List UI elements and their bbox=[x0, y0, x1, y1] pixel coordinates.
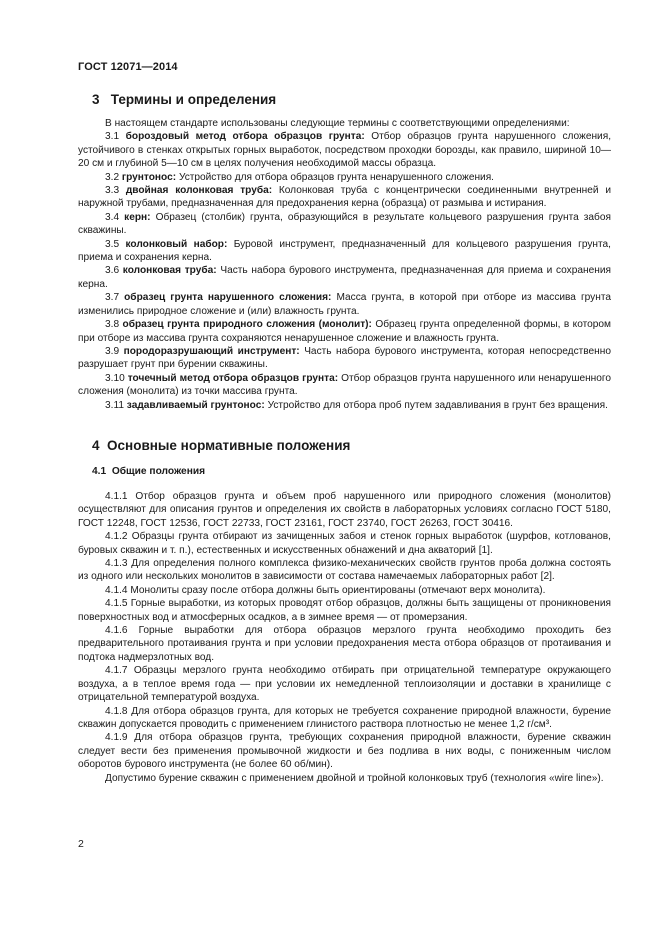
definition-3-1: 3.1 бороздовый метод отбора образцов грунта: Отбор образцов грунта нарушенного сложения, устойчивого в стенках открытых горных выработок, посредством проходки борозды, как правило, шириной 10—20 см и глубиной 5—10 см в целях получения необходимой массы образца. bbox=[78, 131, 612, 170]
clause-4-1-1: 4.1.1 Отбор образцов грунта и объем проб нарушенного или природного сложения (монолитов) осуществляют для описания грунтов и определения их свойств в лабораторных условиях согласно ГОСТ 5180, ГОСТ 12248, ГОСТ 12536, ГОСТ 22733, ГОСТ 23161, ГОСТ 23740, ГОСТ 26263, ГОСТ 30416. bbox=[78, 491, 611, 529]
definition-3-5: 3.5 колонковый набор: Буровой инструмент, предназначенный для кольцевого разрушения грунта, приема и сохранения керна. bbox=[78, 238, 611, 264]
definition-3-10: 3.10 точечный метод отбора образцов грунта: Отбор образцов грунта нарушенного или ненарушенного сложения (монолита) из точки массива грунта. bbox=[78, 372, 611, 398]
clause-4-1-6: 4.1.6 Горные выработки для отбора образцов мерзлого грунта необходимо проходить без предварительного протаивания грунта и при условии предохранения места отбора образцов от протаивания и подтока надмерзлотных вод. bbox=[78, 625, 611, 663]
page-number: 2 bbox=[78, 838, 84, 850]
clause-4-1-7: 4.1.7 Образцы мерзлого грунта необходимо отбирать при отрицательной температуре окружающего воздуха, а в теплое время года — при условии их немедленной теплоизоляции и доставки в хранилище с отрицательной температурой воздуха. bbox=[78, 665, 611, 704]
term-label: образец грунта нарушенного сложения: bbox=[124, 292, 332, 304]
definition-3-8: 3.8 образец грунта природного сложения (монолит): Образец грунта определенной формы, в котором при отборе из массива грунта сохраняются ненарушенное сложение и влажность грунта. bbox=[78, 319, 611, 344]
definition-3-11: 3.11 задавливаемый грунтонос: Устройство для отбора проб путем задавливания в грунт без вращения. bbox=[105, 399, 608, 411]
section-3-title: Термины и определения bbox=[110, 92, 277, 107]
definition-3-2: 3.2 грунтонос: Устройство для отбора образцов грунта ненарушенного сложения. bbox=[105, 171, 494, 183]
definition-3-3: 3.3 двойная колонковая труба: Колонковая труба с концентрически соединенными внутренней и наружной трубами, предназначенная для предохранения керна (образца) от размыва и истирания. bbox=[78, 185, 611, 210]
section-4-body bbox=[78, 490, 611, 785]
section-3-intro: В настоящем стандарте использованы следующие термины с соответствующими определениями: bbox=[105, 118, 570, 129]
term-label: образец грунта природного сложения (монолит): bbox=[122, 319, 372, 331]
term-label: двойная колонковая труба: bbox=[125, 185, 273, 197]
section-3-body bbox=[78, 117, 611, 412]
term-label: бороздовый метод отбора образцов грунта: bbox=[125, 131, 365, 143]
clause-4-1-9-note: Допустимо бурение скважин с применением двойной и тройной колонковых труб (технология «wire line»). bbox=[105, 772, 604, 784]
clause-4-1-3: 4.1.3 Для определения полного комплекса физико-механических свойств грунтов проба должна состоять из одного или нескольких монолитов в зависимости от состава намечаемых лабораторных работ [2]. bbox=[78, 558, 611, 583]
clause-4-1-2: 4.1.2 Образцы грунта отбирают из зачищенных забоя и стенок горных выработок (шурфов, котлованов, буровых скважин и т. п.), естественных и искусственных обнажений и дна акваторий [1]. bbox=[78, 531, 611, 556]
section-3-heading bbox=[92, 92, 276, 107]
term-label: точечный метод отбора образцов грунта: bbox=[127, 372, 339, 384]
definition-3-4: 3.4 керн: Образец (столбик) грунта, образующийся в результате кольцевого разрушения грунта забоя скважины. bbox=[78, 211, 611, 237]
subsection-4-1-heading bbox=[92, 466, 205, 477]
document-code-header: ГОСТ 12071—2014 bbox=[78, 61, 178, 73]
clause-4-1-5: 4.1.5 Горные выработки, из которых проводят отбор образцов, должны быть защищены от проникновения поверхностных вод и атмосферных осадков, а в зимнее время — от промерзания. bbox=[78, 598, 611, 623]
definition-3-6: 3.6 колонковая труба: Часть набора бурового инструмента, предназначенная для приема и сохранения керна. bbox=[78, 265, 611, 290]
term-label: задавливаемый грунтонос: bbox=[126, 399, 265, 411]
term-label: колонковая труба: bbox=[122, 265, 217, 277]
term-label: колонковый набор: bbox=[125, 238, 228, 250]
section-4-number: 4 bbox=[92, 438, 100, 453]
clause-4-1-9: 4.1.9 Для отбора образцов грунта, требующих сохранения природной влажности, бурение скважин следует вести без применения промывочной жидкости и без подлива в них воды, с пониженным числом оборотов бурового инструмента (не более 60 об/мин). bbox=[78, 732, 611, 771]
subsection-4-1-title: Общие положения bbox=[111, 466, 206, 477]
term-label: грунтонос: bbox=[121, 171, 177, 183]
subsection-4-1-number: 4.1 bbox=[92, 466, 107, 477]
definition-3-9: 3.9 породоразрушающий инструмент: Часть набора бурового инструмента, которая непосредственно разрушает грунт при бурении скважины. bbox=[78, 345, 611, 371]
section-3-number: 3 bbox=[92, 92, 100, 107]
clause-4-1-4: 4.1.4 Монолиты сразу после отбора должны быть ориентированы (отмечают верх монолита). bbox=[105, 584, 546, 596]
definition-3-7: 3.7 образец грунта нарушенного сложения: Масса грунта, в которой при отборе из массива грунта изменились природное сложение и (или) влажность грунта. bbox=[78, 292, 611, 317]
term-label: керн: bbox=[124, 211, 151, 223]
section-4-title: Основные нормативные положения bbox=[107, 438, 351, 453]
term-label: породоразрушающий инструмент: bbox=[123, 345, 300, 357]
clause-4-1-8: 4.1.8 Для отбора образцов грунта, для которых не требуется сохранение природной влажности, бурение скважин допускается проводить с применением глинистого раствора плотностью не менее 1,2 г/см³. bbox=[78, 705, 611, 730]
section-4-heading bbox=[92, 438, 350, 453]
